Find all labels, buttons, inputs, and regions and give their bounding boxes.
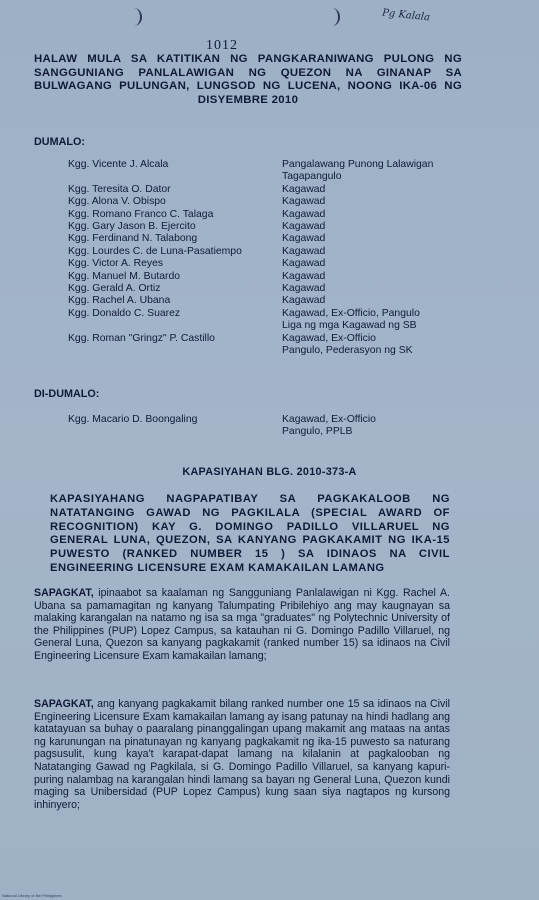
document-header: HALAW MULA SA KATITIKAN NG PANGKARANIWANG PULONG NG SANGGUNIANG PANLALAWIGAN NG QUEZON NA GINANAP SA BULWAGANG PULUNGAN, LUNGSOD NG LUCENA, NOONG IKA-06 NG DISYEMBRE 2010	[34, 53, 462, 106]
attendee-position: Kagawad	[282, 208, 326, 220]
absentee-position: Kagawad, Ex-Officio	[282, 414, 376, 425]
attendee-position: Kagawad	[282, 245, 326, 257]
attendee-position: Pangalawang Punong Lalawigan	[282, 159, 434, 170]
attendee-position: Kagawad	[282, 283, 326, 294]
attendee-position: Kagawad	[282, 196, 326, 208]
page-number: 1012	[206, 38, 238, 53]
paragraph-text: ipinaabot sa kaalaman ng Sangguniang Panlalawigan ni Kgg. Rachel A. Ubana sa pamamagitan ng kanyang Talumpating Pribilehiyo ang may kaugnayan sa malaking karangalan na natamo ng isa sa mga "graduates" ng Polytechnic University of the Philippines (PUP) Lopez Campus, sa katauhan ni G. Domingo Padillo Villaruel, ng General Luna, Quezon sa kanyang pagkakamit (ranked number 15) sa idinaos na Civil Engineering Licensure Exam kamakailan lamang;	[34, 587, 450, 662]
attendee-position-line2: Liga ng mga Kagawad ng SB	[282, 320, 417, 332]
attendee-name: Kgg. Teresita O. Dator	[68, 183, 171, 195]
attendee-position: Kagawad	[282, 183, 326, 195]
attendee-name: Kgg. Ferdinand N. Talabong	[68, 233, 198, 245]
footer-credit: National Library of the Philippines	[2, 893, 62, 898]
attendee-name: Kgg. Donaldo C. Suarez	[68, 307, 181, 319]
resolution-subject: KAPASIYAHANG NAGPAPATIBAY SA PAGKAKALOOB NG NATATANGING GAWAD NG PAGKILALA (SPECIAL AWARD OF RECOGNITION) KAY G. DOMINGO PADILLO VILLARUEL NG GENERAL LUNA, QUEZON, SA KANYANG PAGKAKAMIT NG IKA-15 PUWESTO (RANKED NUMBER 15 ) SA IDINAOS NA CIVIL ENGINEERING LICENSURE EXAM KAMAKAILAN LAMANG	[50, 493, 450, 574]
attendee-position: Kagawad	[282, 221, 326, 232]
present-label: DUMALO:	[34, 136, 85, 148]
attendee-position: Kagawad	[282, 233, 326, 245]
punch-hole-mark	[324, 8, 340, 26]
attendee-name: Kgg. Lourdes C. de Luna-Pasatiempo	[68, 245, 242, 257]
whereas-paragraph-2	[34, 698, 450, 811]
attendee-name: Kgg. Alona V. Obispo	[68, 196, 166, 208]
attendee-name: Kgg. Gary Jason B. Ejercito	[68, 221, 196, 232]
whereas-paragraph-1	[34, 587, 450, 663]
attendee-name: Kgg. Vicente J. Alcala	[68, 159, 169, 170]
absentee-position-line2: Pangulo, PPLB	[282, 426, 353, 438]
paragraph-text: ang kanyang pagkakamit bilang ranked number one 15 sa idinaos na Civil Engineering Licensure Exam kamakailan lamang ay isang patunay na hindi hadlang ang katatayuan sa buhay o paaralang pinanggalingan upang makamit ang mataas na antas ng karunungan na pinatunayan ng kanyang pagkakamit ng ika-15 puwesto sa naturang pagsusulit, kung kaya't karapat-dapat lamang na kilalanin at pagkalooban ng Natatanging Gawad ng Pagkilala, si G. Domingo Padillo Villaruel, sa kanyang kapuri-puring nalambag na karangalan hindi lamang sa bayan ng General Luna, Quezon kundi maging sa Unibersidad (PUP Lopez Campus) kung saan siya nagtapos ng kursong inhinyero;	[34, 698, 450, 811]
paragraph-lead: SAPAGKAT,	[34, 698, 94, 710]
resolution-title: KAPASIYAHAN BLG. 2010-373-A	[182, 466, 357, 478]
absent-label: DI-DUMALO:	[34, 388, 100, 400]
paragraph-lead: SAPAGKAT,	[34, 587, 94, 599]
attendee-position: Kagawad	[282, 295, 326, 307]
attendee-name: Kgg. Romano Franco C. Talaga	[68, 208, 214, 220]
attendee-name: Kgg. Roman "Gringz" P. Castillo	[68, 332, 215, 344]
absentee-name: Kgg. Macario D. Boongaling	[68, 414, 198, 425]
attendee-name: Kgg. Rachel A. Ubana	[68, 295, 171, 307]
attendee-position: Kagawad, Ex-Officio	[282, 332, 376, 344]
attendee-name: Kgg. Victor A. Reyes	[68, 258, 164, 270]
attendee-position: Kagawad	[282, 270, 326, 282]
punch-hole-mark	[126, 8, 142, 26]
attendee-position-line2: Tagapangulo	[282, 171, 342, 183]
handwritten-annotation: Pg Kalala	[381, 7, 431, 24]
attendee-name: Kgg. Manuel M. Butardo	[68, 270, 181, 282]
attendee-position: Kagawad	[282, 258, 326, 270]
attendee-position-line2: Pangulo, Pederasyon ng SK	[282, 344, 413, 356]
attendee-name: Kgg. Gerald A. Ortiz	[68, 283, 161, 294]
attendee-position: Kagawad, Ex-Officio, Pangulo	[282, 307, 420, 319]
